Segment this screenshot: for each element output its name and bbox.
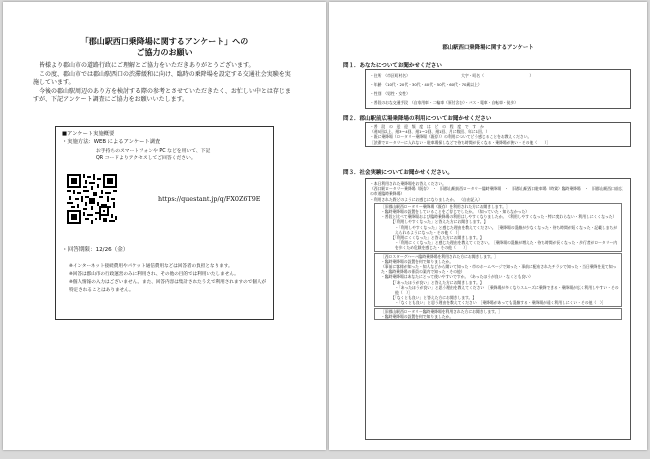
q3-line: ・臨時乗降場の設置を何で知りましたか。 xyxy=(381,258,454,264)
q3-line: （西口駅ロータリー乗降場（既存） ・ 旧郡山駅前西ロータリー臨時乗降場 ・ 旧郡山駅西口駐車場（時貸）臨時乗降場 ・ 旧郡山駅西口前広の市道臨時乗降場） xyxy=(370,186,623,197)
q1-line: ・性別 （男性・女性） xyxy=(370,91,410,96)
method-sub-line: お手持ちのスマートフォンや PC などを用いて、下記 xyxy=(96,149,211,154)
q3-line: ・「あったほうが良い」と思う理由を教えてください ［乗降場が多くなりスムーズに乗降できる・乗降場が広く利用しやすい・その他（ ）］ xyxy=(395,284,619,296)
q3-line: ・利用された際どのようにお感じになりましたか。 （自由記入） xyxy=(370,196,483,202)
q3-line: 【「利用しやすくなった」と答えた方にお聞きします。】 xyxy=(391,219,488,225)
title-line-1: 「郡山駅西口乗降場に関するアンケート」への xyxy=(80,37,249,46)
q3-west-temporary-box xyxy=(374,253,622,307)
note-line: ※個人情報の入力はございません。また、回答内容は集計されたうえで利用されますので個人が特定されることはありません。 xyxy=(69,280,267,293)
q3-line: （事前に客様が知った・知人などから聞いて知った・市のホームページで知った・事前に配布されたチラシで知った・当日乗降を見て知った・臨時乗降場の係員の案内で知った・その他） xyxy=(381,264,617,275)
q2-line: ・普 段 の 送 迎 頻 度 は ど の 程 度 で す か xyxy=(370,124,484,129)
note-line: ※回答は郡山市の行政運営のみに利用され、その他の目的では利用いたしません。 xyxy=(69,272,239,277)
q3-line: 【「利用にくくなった」と答えた方にお聞きします。】 xyxy=(391,235,484,241)
q3-line: ・普段と比べて乗降場および臨時乗降場の利用はしやすくなりましたか。（利用しやすくなった・特に変わらない・利用しにくくなった） xyxy=(381,214,617,220)
q3-line: ・臨時乗降場の設置を何で知りましたか。 xyxy=(381,313,454,319)
q1-box xyxy=(365,69,631,109)
q3-line: ・「利用にくくなった」と感じた理由を教えてください。［乗降場の混雑が増えた・待ち時間が長くなった・歩行者がロータリー内を歩くため危険を感じた・その他（ ）］ xyxy=(395,240,618,251)
q3-box xyxy=(365,178,631,440)
survey-url-link[interactable]: https://questant.jp/q/FX0Z6T9E xyxy=(158,195,261,203)
note-line: ※インターネット接続費用やパケット通信費用などは回答者の負担となります。 xyxy=(69,264,233,269)
q2-line: ［渋滞でロータリーに入れない・駐車場探しなどで待ち時間が長くなる・乗降場が狭い・その他（ ）］ xyxy=(370,139,551,145)
qr-code[interactable] xyxy=(67,174,117,224)
q1-line: ・年齢 （10代・20代・30代・40代・50代・60代・70歳以上） xyxy=(370,82,482,87)
method-sub-line: QR コードよりアクセスしてご回答ください。 xyxy=(96,156,196,161)
q3-line: 【「あったほうが良い」と答えた方にお聞きします。】 xyxy=(391,279,484,285)
q3-former-rotary-box xyxy=(374,308,622,320)
page-right xyxy=(329,2,647,450)
q3-existing-rotary-box xyxy=(374,203,622,252)
page-left xyxy=(3,2,326,450)
questionnaire-title: 郡山駅西口乗降場に関するアンケート xyxy=(442,45,534,51)
q3-line: ・臨時乗降場はあなたにとって使いやすいですか。（あったほうが良い・なくとも良い） xyxy=(381,274,533,280)
q2-line: ・既に乗降場（ロータリー乗降場（既存））の利用についてどう感じることをお教えください。 xyxy=(370,134,532,140)
q2-line: （週5回以上、週3～4回、週1～2回、週1回、月に数回、年に1回、） xyxy=(370,129,490,135)
survey-overview-box xyxy=(55,126,274,320)
q2-heading: 問２．郡山駅前広場乗降場の利用についてお聞かせください xyxy=(343,116,492,122)
q3-line: ・臨時乗降場の設置をしていることをご存じでしたか。（知っていた・知らなかった） xyxy=(381,209,530,215)
q1-line: ・住所 （市区町村名） 大字・町名（ ） xyxy=(370,73,534,78)
q3-line: 【「なくとも良い」と答えた方にお聞きします。】 xyxy=(391,295,477,301)
q1-line: ・普段のおな交通手段 （自家用車・二輪車（原付含む）・バス・電車・自転車・徒歩） xyxy=(370,100,519,105)
method-line: ・実施方法：WEB によるアンケート調査 xyxy=(62,139,161,145)
q3-line: ［旧郡山駅西ロータリー乗降場（既存）を利用された方にお聞きします。］ xyxy=(381,203,510,209)
q2-box xyxy=(365,122,631,147)
title-line-2: ご協力のお願い xyxy=(136,48,193,57)
intro-paragraph: 皆様より郡山市の道路行政にご理解とご協力をいただきありがとうございます。 xyxy=(39,62,255,69)
intro-paragraph: 今後の郡山駅周辺のあり方を検討する際の参考とさせていただきたく、お忙しい中とは存じますが、下記アンケート調査にご協力をお願いいたします。 xyxy=(33,87,291,104)
intro-paragraph: この度、郡山市では郡山駅西口の渋滞緩和に向け、臨時の乗降場を設定する交通社会実験を実施しています。 xyxy=(33,70,291,87)
deadline-line: ・回答期限：12/26（金） xyxy=(62,247,129,253)
q3-line: ［西ロスターグハーハ臨時乗降場を利用された方にお聞きします。］ xyxy=(381,253,498,259)
q3-line: ・「利用しやすくなった」と感じた理由を教えてください。［乗降場の混雑が少なくなった・待ち時間が短くなった・記載しまちがえられるようになった・その他（ ）］ xyxy=(395,224,618,235)
q3-line: ［旧郡山駅西ロータリー臨時乗降場を利用された方にお聞きします。］ xyxy=(381,308,503,314)
q3-line: ・「なくとも良い」と思う理由を教えてください ［乗降場があっても混雑する・乗降場が遠く利用しにくい・その他（ ）］ xyxy=(395,300,606,306)
q1-heading: 問１．あなたについてお聞かせください xyxy=(343,63,442,69)
q3-heading: 問３．社会実験についてお聞かせください。 xyxy=(343,170,453,176)
intro-text xyxy=(33,62,295,105)
q3-line: ・本日利用された乗降場をお答えください。 xyxy=(370,181,446,186)
overview-heading: ■アンケート実施概要 xyxy=(62,131,115,137)
page-title xyxy=(3,36,326,58)
